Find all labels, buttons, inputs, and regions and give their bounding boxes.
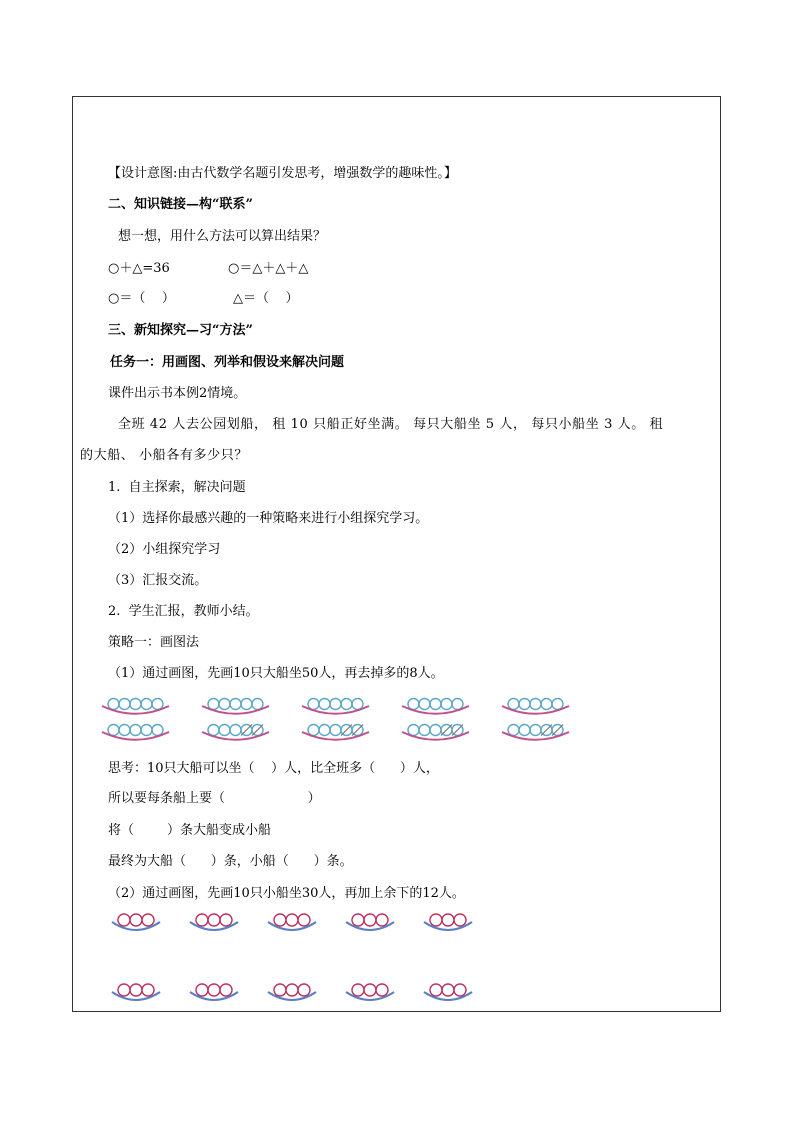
section-heading-3: 三、新知探究—习“方法” [108, 323, 253, 338]
equation-2: ○＝△＋△＋△ [228, 261, 309, 276]
big-boats-drawing [100, 692, 580, 748]
step-1-sub-2: （2）小组探究学习 [108, 542, 221, 557]
each-boat-blank: 所以要每条船上要（ ） [108, 791, 321, 806]
design-intent: 【设计意图:由古代数学名题引发思考，增强数学的趣味性。】 [108, 166, 457, 181]
big-boat-top-2 [202, 699, 269, 714]
small-boat-top-4 [346, 914, 394, 930]
convert-boats-blank: 将（ ）条大船变成小船 [108, 823, 272, 838]
think-question: 思考：10只大船可以坐（ ）人，比全班多（ ）人， [108, 761, 439, 776]
small-boat-top-1 [112, 914, 160, 930]
blank-triangle: △＝（ ） [233, 291, 299, 306]
courseware-text: 课件出示书本例2情境。 [108, 386, 247, 401]
big-boat-bottom-4 [402, 725, 469, 740]
step-1: 1. 自主探索，解决问题 [108, 480, 246, 495]
big-boat-top-4 [402, 699, 469, 714]
small-boat-top-2 [190, 914, 238, 930]
small-boat-top-5 [424, 914, 472, 930]
strategy-one: 策略一：画图法 [108, 635, 200, 650]
big-boat-bottom-2 [202, 725, 269, 740]
drawing-method-2: （2）通过画图，先画10只小船坐30人，再加上余下的12人。 [108, 886, 465, 901]
problem-line-1: 全班 42 人去公园划船， 租 10 只船正好坐满。 每只大船坐 5 人， 每只小船坐 3 人。 租 [118, 417, 664, 432]
big-boat-top-5 [502, 699, 569, 714]
blank-circle: ○＝（ ） [108, 291, 175, 306]
drawing-method-1: （1）通过画图，先画10只大船坐50人，再去掉多的8人。 [108, 666, 444, 681]
step-2: 2. 学生汇报，教师小结。 [108, 604, 259, 619]
small-boat-bottom-4 [346, 984, 394, 1000]
small-boat-bottom-5 [424, 984, 472, 1000]
step-1-sub-1: （1）选择你最感兴趣的一种策略来进行小组探究学习。 [108, 511, 429, 526]
small-boat-bottom-1 [112, 984, 160, 1000]
big-boat-bottom-3 [302, 725, 369, 740]
small-boat-top-3 [268, 914, 316, 930]
step-1-sub-3: （3）汇报交流。 [108, 573, 208, 588]
small-boat-bottom-3 [268, 984, 316, 1000]
small-boat-bottom-2 [190, 984, 238, 1000]
big-boat-bottom-5 [502, 725, 569, 740]
big-boat-bottom-1 [102, 725, 169, 740]
final-answer-blank: 最终为大船（ ）条，小船（ ）条。 [108, 854, 353, 869]
question-text: 想一想，用什么方法可以算出结果？ [118, 229, 327, 244]
small-boats-drawing [100, 908, 520, 1003]
section-heading-2: 二、知识链接—构“联系” [108, 197, 253, 212]
task-one-title: 任务一：用画图、列举和假设来解决问题 [110, 355, 345, 370]
big-boat-top-1 [102, 699, 169, 714]
problem-line-2: 的大船、 小船各有多少只？ [80, 448, 248, 463]
equation-1: ○＋△=36 [108, 261, 170, 276]
big-boat-top-3 [302, 699, 369, 714]
